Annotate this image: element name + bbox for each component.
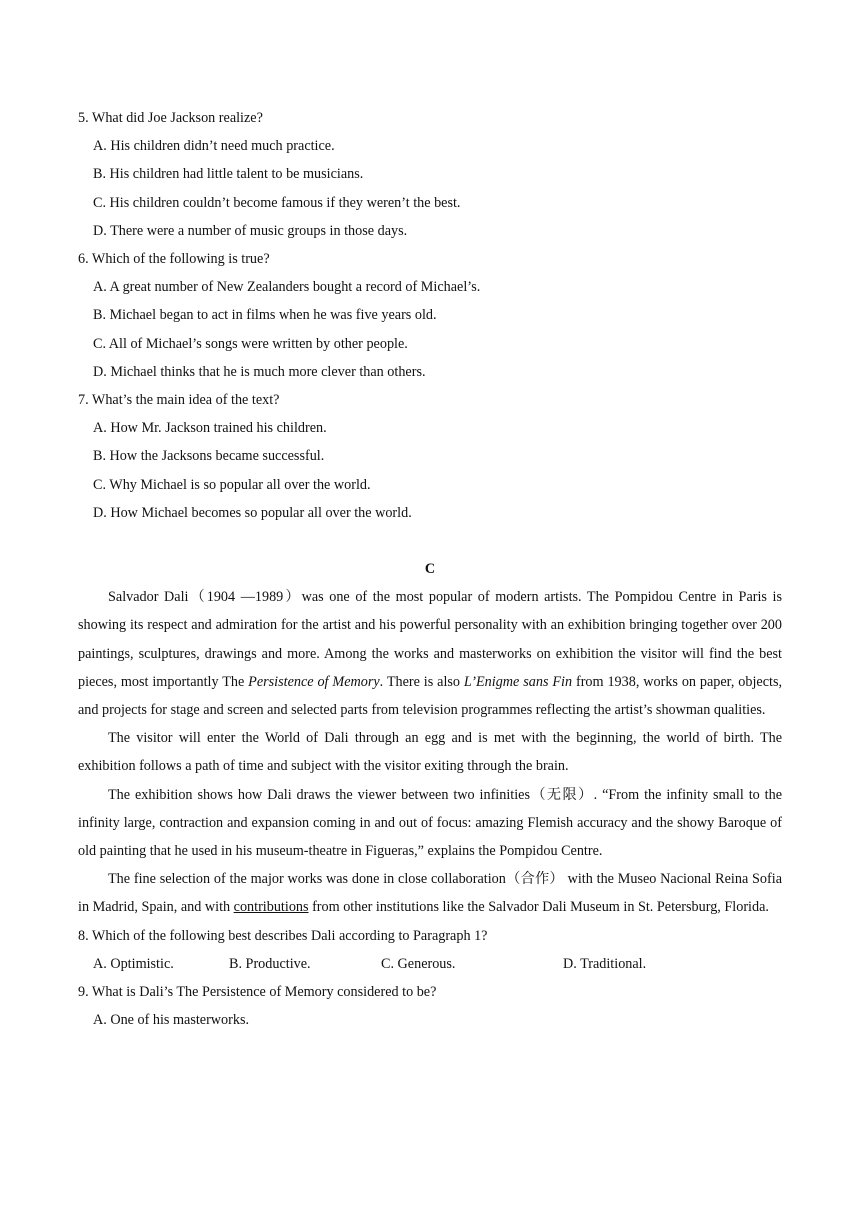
q5-option-a: A. His children didn’t need much practice. — [93, 138, 335, 155]
p4-text-a: The fine selection of the major works was done in close collaboration（合作） with the Museo Nacional Reina Sofia in Madrid, Spain, and with — [78, 871, 782, 916]
q8-option-c: C. Generous. — [381, 955, 456, 972]
q7-option-b: B. How the Jacksons became successful. — [93, 448, 325, 465]
p1-text-b: . There is also — [379, 673, 464, 690]
p1-italic-title-1: Persistence of Memory — [248, 673, 380, 690]
question-5: 5. What did Joe Jackson realize? — [78, 110, 263, 126]
exam-page — [78, 104, 782, 1035]
q7-option-d: D. How Michael becomes so popular all over the world. — [93, 504, 412, 521]
q7-option-a: A. How Mr. Jackson trained his children. — [93, 420, 327, 437]
q8-option-b: B. Productive. — [229, 955, 311, 972]
question-8: 8. Which of the following best describes Dali according to Paragraph 1? — [78, 927, 488, 944]
paragraph-4 — [78, 865, 782, 921]
q5-option-d: D. There were a number of music groups in those days. — [93, 222, 408, 239]
question-7: 7. What’s the main idea of the text? — [78, 392, 280, 409]
question-9: 9. What is Dali’s The Persistence of Memory considered to be? — [78, 984, 437, 1001]
question-6: 6. Which of the following is true? — [78, 251, 270, 268]
p1-italic-title-2: L’Enigme sans Fin — [463, 673, 573, 690]
q6-option-c: C. All of Michael’s songs were written by other people. — [93, 335, 408, 352]
p4-text-b: from other institutions like the Salvador Dali Museum in St. Petersburg, Florida. — [308, 899, 769, 916]
paragraph-2: The visitor will enter the World of Dali through an egg and is met with the beginning, the world of birth. The exhibition follows a path of time and subject with the visitor exiting through the brain. — [78, 730, 782, 775]
q6-option-d: D. Michael thinks that he is much more clever than others. — [93, 363, 426, 380]
q8-option-d: D. Traditional. — [563, 955, 647, 972]
paragraph-3: The exhibition shows how Dali draws the viewer between two infinities（无限）. “From the infinity small to the infinity large, contraction and expansion coming in and out of focus: amazing Flemish accuracy and the showy Baroque of old painting that he used in his museum-theatre in Figueras,” explains the Pompidou Centre. — [78, 786, 782, 860]
q8-options-row — [78, 950, 782, 978]
q5-option-c: C. His children couldn’t become famous if they weren’t the best. — [93, 194, 461, 211]
q6-option-a: A. A great number of New Zealanders bought a record of Michael’s. — [93, 279, 481, 296]
q6-option-b: B. Michael began to act in films when he was five years old. — [93, 307, 437, 324]
p1-text-c: from 1938, works on paper, objects, and projects for stage and screen and selected parts from television programmes reflecting the artist’s showman qualities. — [78, 673, 783, 719]
paragraph-1 — [78, 583, 782, 724]
q8-option-a: A. Optimistic. — [93, 955, 174, 972]
p4-underlined-word: contributions — [233, 899, 309, 916]
section-heading: C — [424, 561, 436, 578]
q5-option-b: B. His children had little talent to be musicians. — [93, 166, 364, 183]
p1-text-a: Salvador Dali（1904 —1989）was one of the most popular of modern artists. The Pompidou Centre in Paris is showing its respect and admiration for the artist and his powerful personality with an exhibition bringing together over 200 paintings, sculptures, drawings and more. Among the works and masterworks on exhibition the visitor will find the best pieces, most importantly The — [78, 589, 782, 690]
q9-option-a: A. One of his masterworks. — [93, 1012, 250, 1029]
q7-option-c: C. Why Michael is so popular all over the world. — [93, 476, 371, 493]
